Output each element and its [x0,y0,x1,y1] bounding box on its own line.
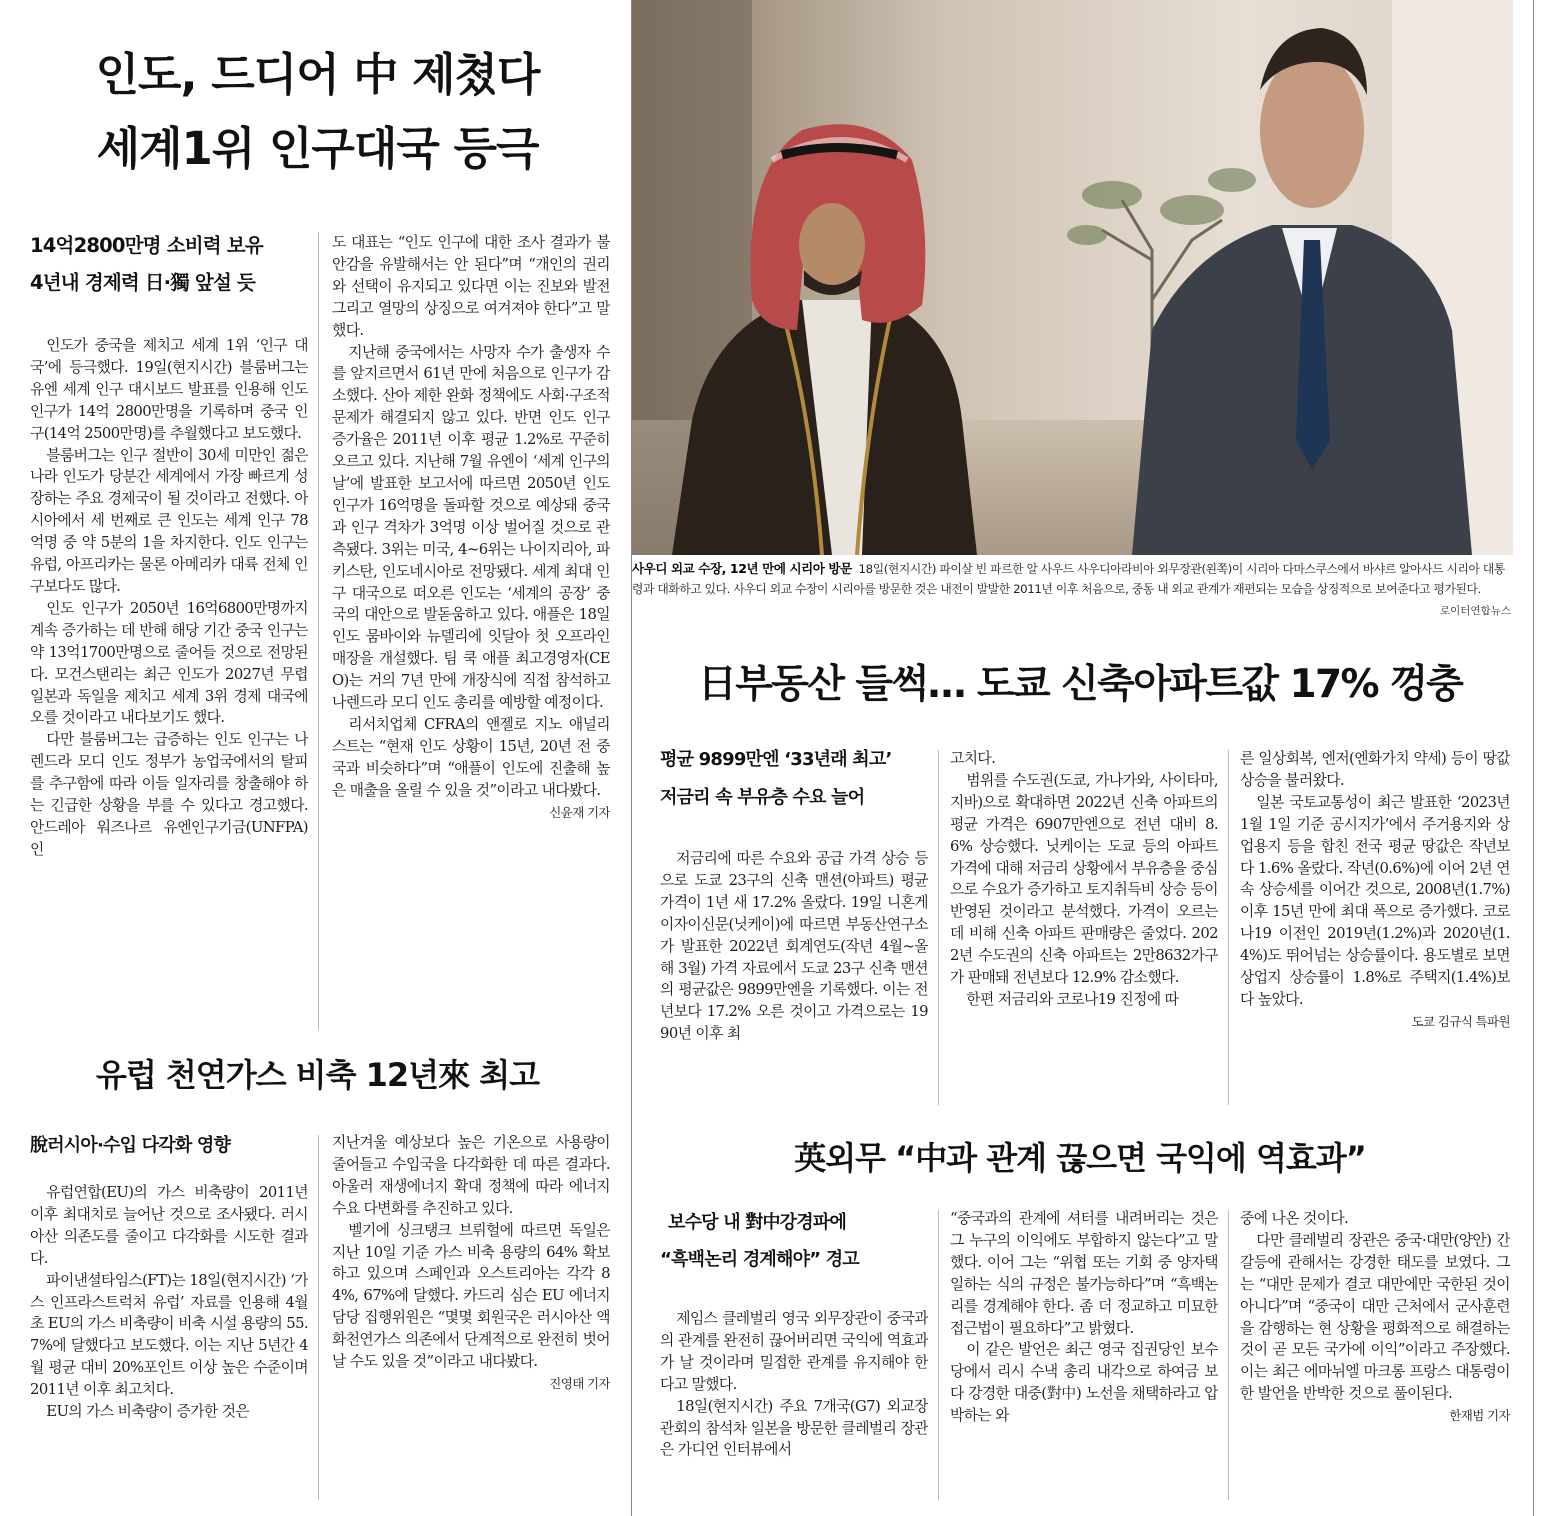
japan-headline: 日부동산 들썩… 도쿄 신축아파트값 17% 껑충 [697,662,1463,707]
uk-c2-p1: “중국과의 관계에 셔터를 내려버리는 것은 그 누구의 이익에도 부합하지 않는다”고 말했다. 이어 그는 “위협 또는 기회 중 양자택일하는 식의 규정은 불가능하다”며 “흑백논리를 경계해야 한다. 좀 더 정교하고 미묘한 접근법이 필요하다”고 밝혔다. [950,1210,1218,1337]
japan-c2-p1: 고치다. [950,750,996,767]
europe-c2-p1: 지난겨울 예상보다 높은 기온으로 사용량이 줄어들고 수입국을 다각화한 데 따른 결과다. 아울러 재생에너지 확대 정책에 따라 에너지 수요 다변화를 추진하고 있다. [332,1134,610,1217]
india-c1-p1: 인도가 중국을 제치고 세계 1위 ‘인구 대국’에 등극했다. 19일(현지시간) 블룸버그는 유엔 세계 인구 대시보드 발표를 인용해 인도 인구가 14억 2800만명을 기록하며 중국 인구(14억 2500만명)를 추월했다고 보도했다. [30,337,308,442]
europe-column-2 [332,1132,610,1502]
column-rule-japan-2 [1228,750,1229,1105]
uk-column-3 [1240,1208,1510,1502]
uk-headline: 英외무 “中과 관계 끊으면 국익에 역효과” [794,1139,1366,1177]
japan-c3-p2: 일본 국토교통성이 최근 발표한 ‘2023년 1월 1일 기준 공시지가’에서 주거용지와 상업용지 등을 합친 전국 평균 땅값은 작년보다 1.6% 올랐다. 작년(0.6%)에 이어 2년 연속 상승세를 이어간 것으로, 2008년(1.7%) 이후 15년 만에 최대 폭으로 증가했다. 코로나19 이전인 2019년(1.2%)과 2020년(1.4%)도 뛰어넘는 상승률이다. 용도별로 보면 상업지 상승률이 1.8%로 주택지(1.4%)보다 높았다. [1240,793,1510,1008]
uk-c1-p1: 제임스 클레벌리 영국 외무장관이 중국과의 관계를 완전히 끊어버리면 국익에 역효과가 날 것이라며 밀접한 관계를 유지해야 한다고 말했다. [660,1310,928,1393]
japan-column-3 [1240,748,1510,1106]
uk-column-1 [660,1308,928,1502]
europe-c1-p1: 유럽연합(EU)의 가스 비축량이 2011년 이후 최대치로 늘어난 것으로 조사됐다. 러시아산 의존도를 줄이고 다각화를 시도한 결과다. [30,1184,308,1267]
japan-c1-p1: 저금리에 따른 수요와 공급 가격 상승 등으로 도쿄 23구의 신축 맨션(아파트) 평균 가격이 1년 새 17.2% 올랐다. 19일 니혼게이자이신문(닛케이)에 따르면 부동산연구소가 발표한 2022년 회계연도(작년 4월~올해 3월) 가격 자료에서 도쿄 23구 신축 맨션의 평균값은 9899만엔을 기록했다. 이는 전년보다 17.2% 오른 것이고 가격으로는 1990년 이후 최 [660,850,928,1043]
japan-byline: 도쿄 김규식 특파원 [1411,1013,1510,1029]
uk-subhead-line2: “흑백논리 경계해야” 경고 [660,1249,859,1270]
europe-column-1 [30,1182,308,1502]
uk-column-2 [950,1208,1218,1502]
japan-subhead-line2: 저금리 속 부유층 수요 늘어 [660,787,865,808]
uk-c3-p1: 중에 나온 것이다. [1240,1210,1349,1227]
india-c1-p2: 블룸버그는 인구 절반이 30세 미만인 젊은 나라 인도가 당분간 세계에서 가장 빠르게 성장하는 주요 경제국이 될 것이라고 전했다. 아시아에서 세 번째로 큰 인도는 세계 인구 78억명 중 약 5분의 1을 차지한다. 인도 인구는 유럽, 아프리카는 물론 아메리카 대륙 전체 인구보다도 많다. [30,446,308,595]
japan-column-2 [950,748,1218,1106]
japan-column-1 [660,848,928,1106]
caption-lead: 사우디 외교 수장, 12년 만에 시리아 방문 [632,561,852,576]
column-rule-japan-1 [938,750,939,1105]
india-subhead-line2: 4년내 경제력 日·獨 앞설 듯 [30,271,256,294]
uk-c3-p2: 다만 클레벌리 장관은 중국·대만(양안) 간 갈등에 관해서는 강경한 태도를 보였다. 그는 “대만 문제가 결코 대만에만 국한된 것이 아니다”며 “중국이 대만 근처에서 군사훈련을 감행하는 현 상황을 평화적으로 해결하는 것이 곧 모든 국가에 이익”이라고 주장했다. 이는 최근 에마뉘엘 마크롱 프랑스 대통령이 한 발언을 반박한 것으로 풀이된다. [1240,1231,1510,1403]
uk-byline: 한재범 기자 [1449,1408,1510,1424]
europe-headline: 유럽 천연가스 비축 12년來 최고 [95,1056,540,1094]
india-column-1 [30,335,308,1030]
uk-subhead-line1: 보수당 내 對中강경파에 [668,1212,847,1233]
column-rule-india [318,232,319,1030]
india-c2-p1: 도 대표는 “인도 인구에 대한 조사 결과가 불안감을 유발해서는 안 된다”며 “개인의 권리와 선택이 유지되고 있다면 이는 진보와 발전 그리고 열망의 상징으로 여겨져야 한다”고 말했다. [332,234,610,339]
caption-body: 18일(현지시간) 파이살 빈 파르한 알 사우드 사우디아라비아 외무장관(왼쪽)이 시리아 다마스쿠스에서 바샤르 알아사드 시리아 대통령과 대화하고 있다. 사우디 외교 수장이 시리아를 방문한 것은 내전이 발발한 2011년 이후 처음으로, 중동 내 외교 관계가 재편되는 모습을 상징적으로 보여준다고 평가된다. [632,562,1505,596]
photo-credit: 로이터연합뉴스 [1439,605,1511,617]
europe-c1-p2: 파이낸셜타임스(FT)는 18일(현지시간) ‘가스 인프라스트럭처 유럽’ 자료를 인용해 4월 초 EU의 가스 비축량이 비축 시설 용량의 55.7%에 달했다고 보도했다. 이는 지난 5년간 4월 평균 대비 20%포인트 이상 높은 수준이며 2011년 이후 최고치다. [30,1271,308,1399]
japan-subhead-line1: 평균 9899만엔 ‘33년래 최고’ [660,749,892,770]
india-headline-line2: 세계1위 인구대국 등극 [96,122,539,175]
europe-c2-p2: 벨기에 싱크탱크 브뤼헐에 따르면 독일은 지난 10일 기준 가스 비축 용량의 64% 확보하고 있으며 스페인과 오스트리아는 각각 84%, 67%에 달했다. 카드리 심슨 EU 에너지 담당 집행위원은 “몇몇 회원국은 러시아산 액화천연가스 의존에서 단계적으로 완전히 벗어날 수도 있을 것”이라고 내다봤다. [332,1221,610,1371]
uk-c2-p2: 이 같은 발언은 최근 영국 집권당인 보수당에서 리시 수낵 총리 내각으로 하여금 보다 강경한 대중(對中) 노선을 채택하라고 압박하는 와 [950,1341,1218,1425]
india-c1-p3: 인도 인구가 2050년 16억6800만명까지 계속 증가하는 데 반해 해당 기간 중국 인구는 약 13억1700만명으로 줄어들 것으로 전망된다. 모건스탠리는 최근 인도가 2027년 무렵 일본과 독일을 제치고 세계 3위 경제 대국에 오를 것이라고 내다보기도 했다. [30,599,308,727]
column-rule-europe [318,1135,319,1500]
india-column-2 [332,232,610,1030]
news-photo-saudi-syria [632,0,1513,555]
india-byline: 신윤재 기자 [549,804,610,820]
europe-c1-p3: EU의 가스 비축량이 증가한 것은 [46,1403,250,1421]
india-c2-p3: 리서치업체 CFRA의 앤젤로 지노 애널리스트는 “현재 인도 상황이 15년, 20년 전 중국과 비슷하다”며 “애플이 인도에 진출해 높은 매출을 올릴 수 있을 것”이라고 내다봤다. [332,715,610,799]
india-c1-p4: 다만 블룸버그는 급증하는 인도 인구는 나렌드라 모디 인도 정부가 농업국에서의 탈피를 추구함에 따라 이들 일자리를 창출해야 하는 긴급한 상황을 부를 수 있다고 경고했다. 안드레아 워즈나르 유엔인구기금(UNFPA) 인 [30,731,308,858]
europe-byline: 진영태 기자 [549,1375,610,1391]
europe-subhead: 脫러시아·수입 다각화 영향 [30,1135,231,1156]
japan-c2-p3: 한편 저금리와 코로나19 진정에 따 [966,990,1179,1008]
japan-c3-p1: 른 일상회복, 엔저(엔화가치 약세) 등이 땅값 상승을 불러왔다. [1240,750,1510,789]
india-subhead-line1: 14억2800만명 소비력 보유 [30,234,263,257]
india-headline-line1: 인도, 드디어 中 제쳤다 [95,48,540,101]
japan-c2-p2: 범위를 수도권(도쿄, 가나가와, 사이타마, 지바)으로 확대하면 2022년 신축 아파트의 평균 가격은 6907만엔으로 전년 대비 8.6% 상승했다. 닛케이는 도쿄 등의 아파트 가격에 대해 저금리 상황에서 부유층을 중심으로 수요가 증가하고 토지취득비 상승 등이 반영된 것이라고 분석했다. 가격이 오르는 데 비해 신축 아파트 판매량은 줄었다. 2022년 수도권의 신축 아파트는 2만8632가구가 판매돼 전년보다 12.9% 감소했다. [950,771,1218,987]
column-rule-uk-2 [1228,1210,1229,1500]
photo-caption [632,559,1511,599]
column-rule-uk-1 [938,1210,939,1500]
uk-c1-p2: 18일(현지시간) 주요 7개국(G7) 외교장관회의 참석차 일본을 방문한 클레벌리 장관은 가디언 인터뷰에서 [660,1397,928,1459]
column-rule-right-edge [1533,0,1534,1516]
india-c2-p2: 지난해 중국에서는 사망자 수가 출생자 수를 앞지르면서 61년 만에 처음으로 인구가 감소했다. 산아 제한 완화 정책에도 사회·구조적 문제가 해결되지 않고 있다. 반면 인도 인구 증가율은 2011년 이후 평균 1.2%로 꾸준히 오르고 있다. 지난해 7월 유엔이 ‘세계 인구의 날’에 발표한 보고서에 따르면 2050년 인도 인구가 16억명을 돌파할 것으로 예상돼 중국과 인구 격차가 3억명 이상 벌어질 것으로 관측됐다. 3위는 미국, 4~6위는 나이지리아, 파키스탄, 인도네시아로 전망됐다. 세계 최대 인구 대국으로 떠오른 인도는 ‘세계의 공장’ 중국의 대안으로 발돋움하고 있다. 애플은 18일 인도 뭄바이와 뉴델리에 잇달아 첫 오프라인 매장을 개설했다. 팀 쿡 애플 최고경영자(CEO)는 거의 7년 만에 개장식에 직접 참석하고 나렌드라 모디 인도 총리를 예방할 예정이다. [332,343,610,712]
